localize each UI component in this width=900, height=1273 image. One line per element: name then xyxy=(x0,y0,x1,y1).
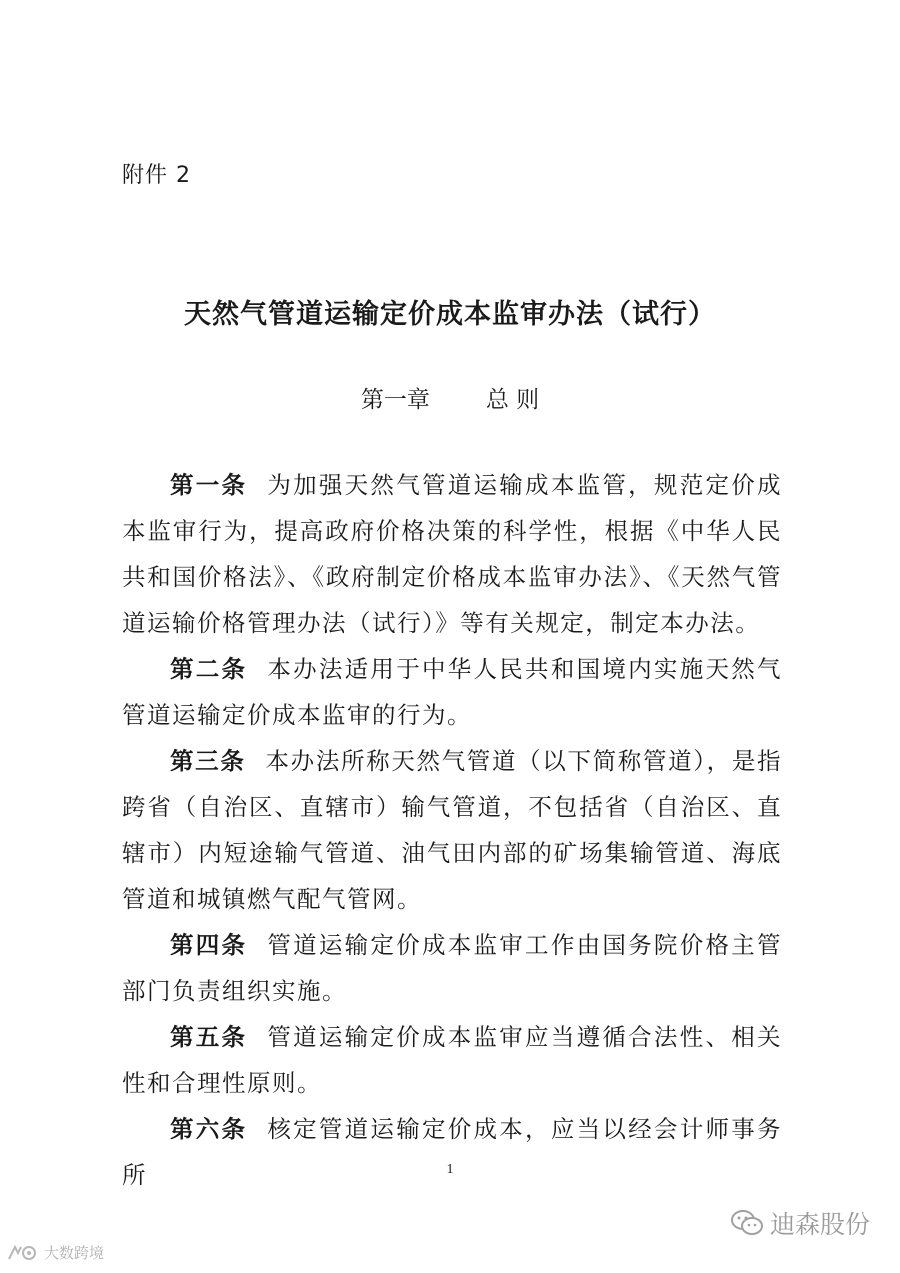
watermark-right-text: 迪森股份 xyxy=(769,1210,870,1239)
document-body xyxy=(122,462,782,1198)
chapter-number: 第一章 xyxy=(360,387,430,413)
article-1 xyxy=(122,462,782,646)
article-text: 管道运输定价成本监审工作由国务院价格主管部门负责组织实施。 xyxy=(122,931,783,1005)
article-number: 第一条 xyxy=(170,471,248,499)
watermark-left-text: 大数跨境 xyxy=(44,1244,105,1262)
article-text: 管道运输定价成本监审应当遵循合法性、相关性和合理性原则。 xyxy=(122,1023,783,1097)
chapter-name: 总 则 xyxy=(485,387,540,413)
document-title: 天然气管道运输定价成本监审办法（试行） xyxy=(184,299,716,330)
article-4 xyxy=(122,922,782,1014)
page-number: 1 xyxy=(446,1162,454,1177)
article-text: 本办法适用于中华人民共和国境内实施天然气管道运输定价成本监审的行为。 xyxy=(122,655,783,729)
article-number: 第六条 xyxy=(170,1115,248,1143)
chapter-heading xyxy=(0,381,900,414)
brand-logo-icon xyxy=(6,1243,40,1263)
watermark-left xyxy=(6,1242,104,1263)
article-text: 本办法所称天然气管道（以下简称管道），是指跨省（自治区、直辖市）输气管道，不包括省（自治区、直辖市）内短途输气管道、油气田内部的矿场集输管道、海底管道和城镇燃气配气管网。 xyxy=(122,747,783,913)
watermark-right xyxy=(730,1205,870,1241)
article-6 xyxy=(122,1106,782,1198)
attachment-label: 附件 2 xyxy=(122,163,191,188)
article-number: 第三条 xyxy=(170,747,246,775)
article-5 xyxy=(122,1014,782,1106)
article-number: 第二条 xyxy=(170,655,248,683)
article-text: 核定管道运输定价成本，应当以经会计师事务所 xyxy=(122,1115,783,1189)
article-text: 为加强天然气管道运输成本监管，规范定价成本监审行为，提高政府价格决策的科学性，根据《中华人民共和国价格法》、《政府制定价格成本监审办法》、《天然气管道运输价格管理办法（试行）》等有关规定，制定本办法。 xyxy=(122,471,783,637)
wechat-icon xyxy=(730,1209,764,1237)
article-number: 第四条 xyxy=(170,931,248,959)
article-2 xyxy=(122,646,782,738)
article-number: 第五条 xyxy=(170,1023,248,1051)
article-3 xyxy=(122,738,782,922)
